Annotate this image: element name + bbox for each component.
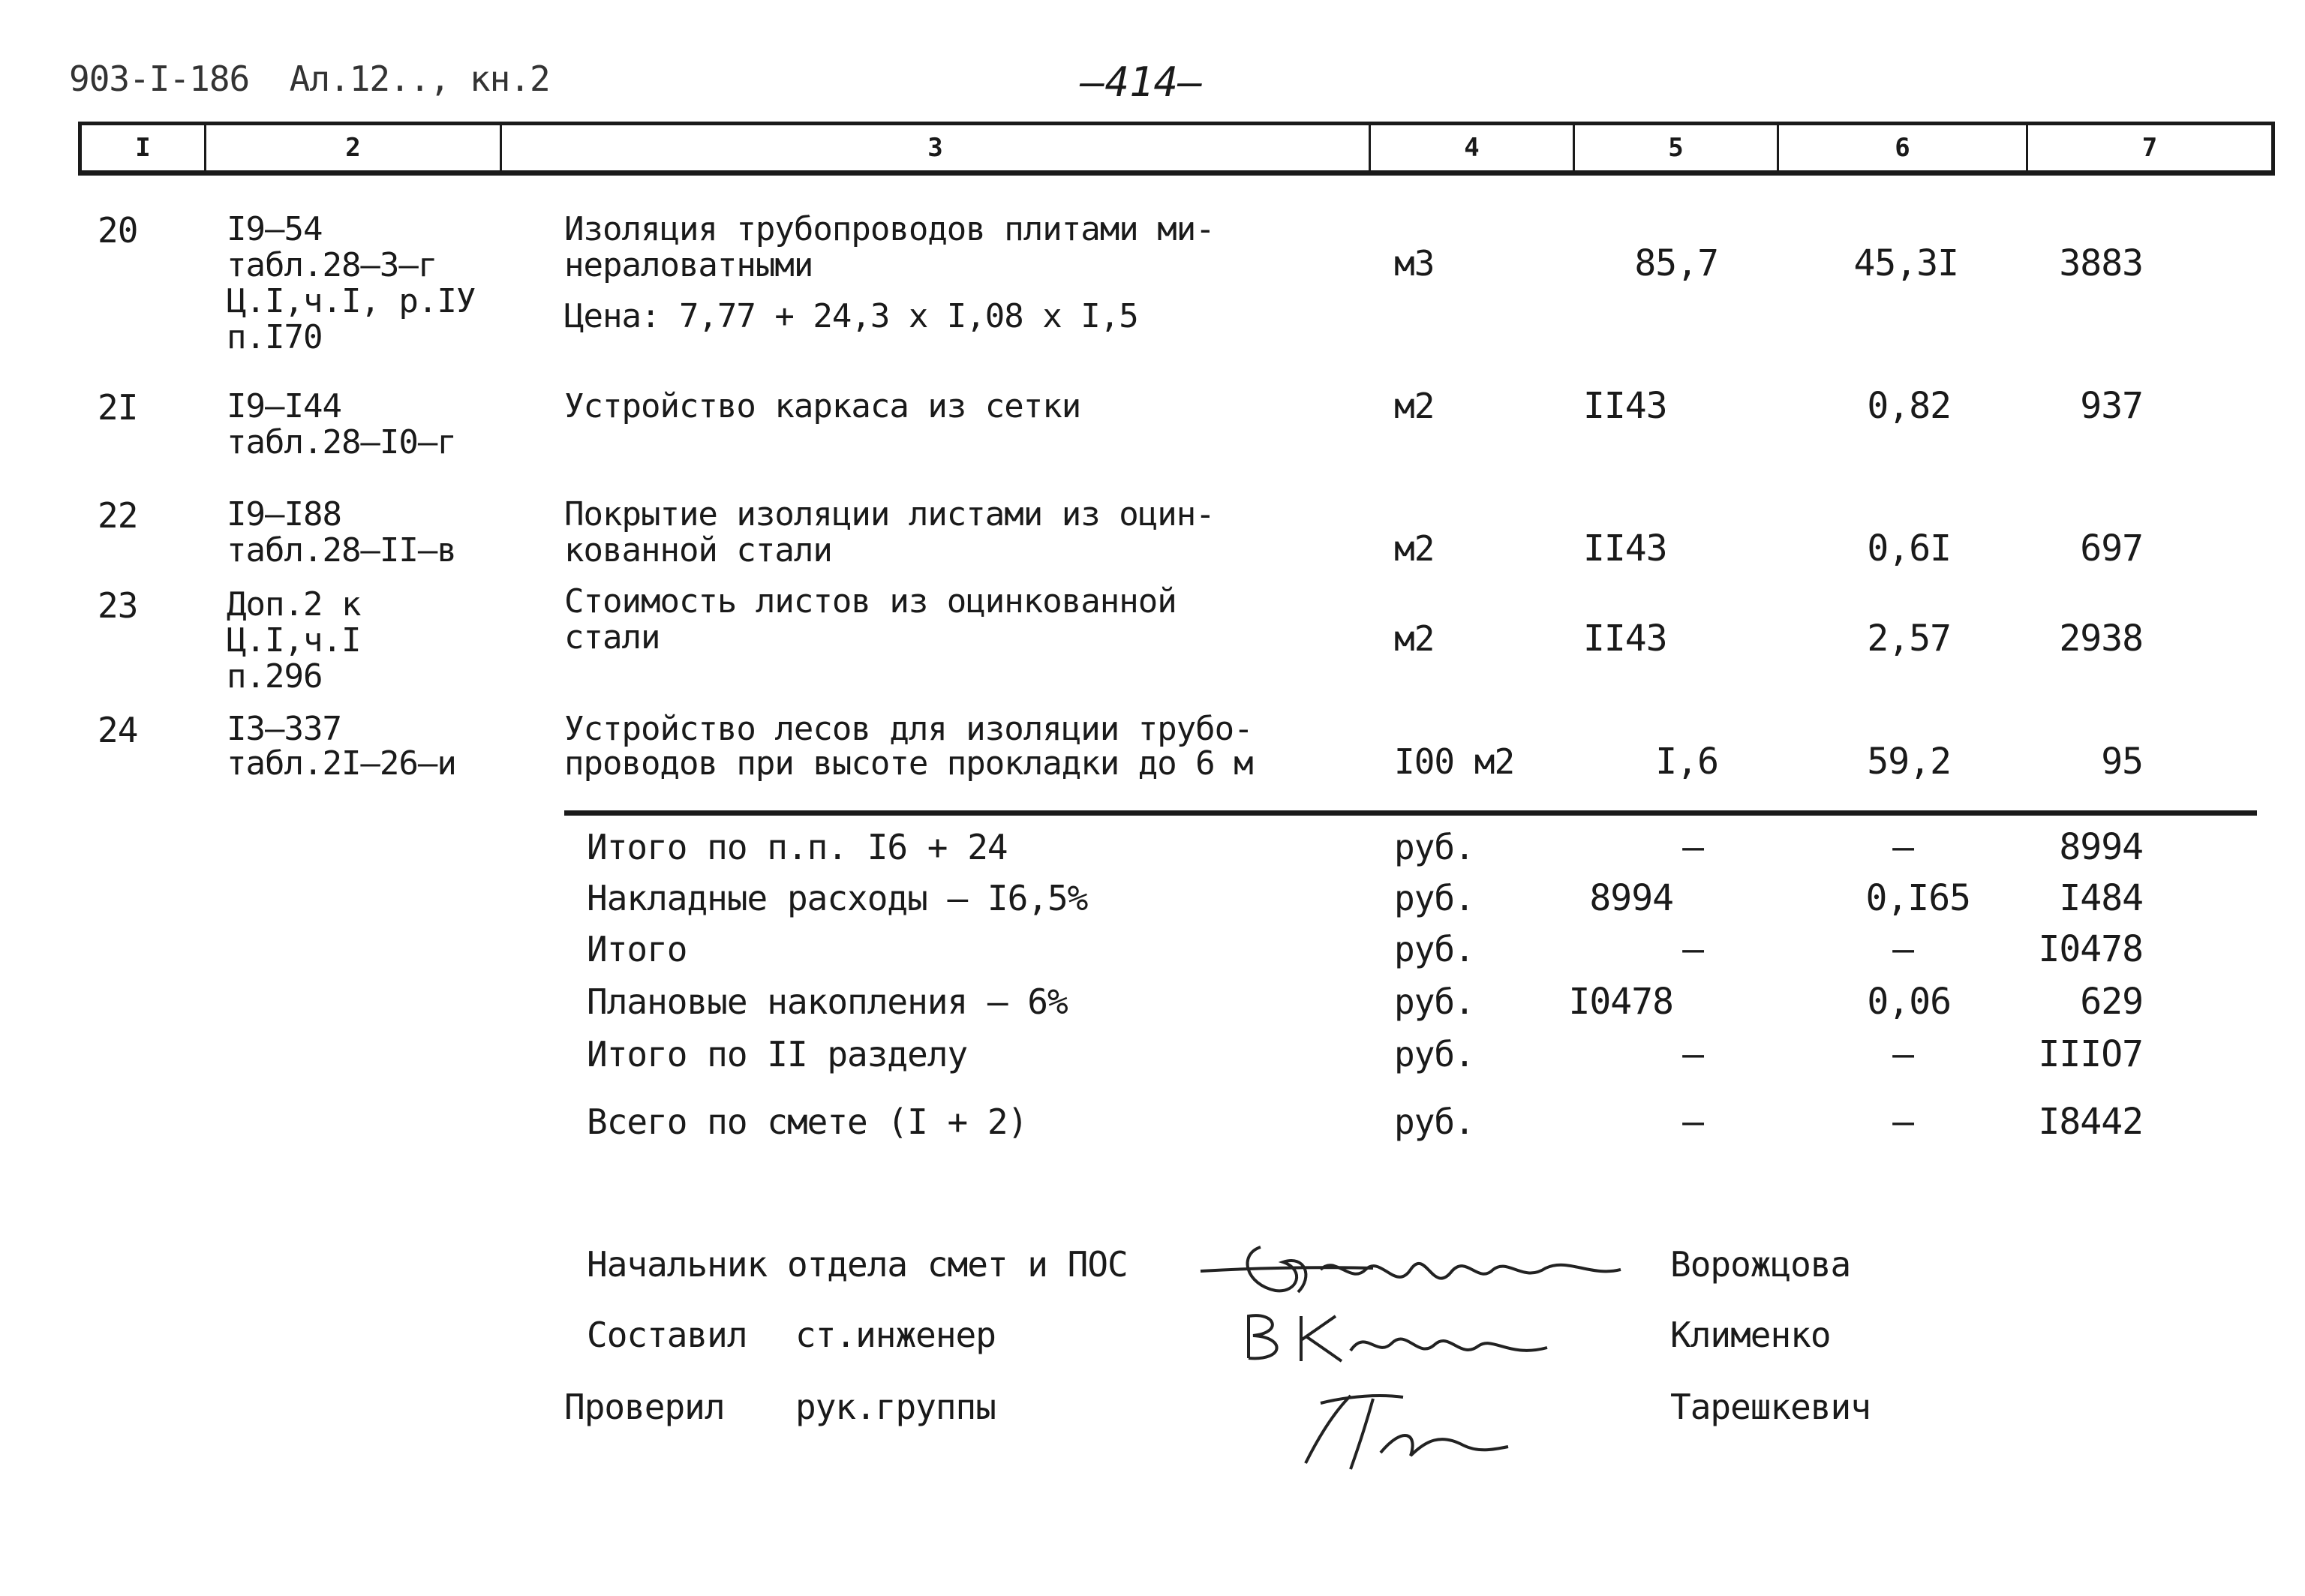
totals-total: 8994 [2059, 826, 2143, 868]
totals-label: Плановые накопления – 6% [587, 981, 1068, 1022]
unit-price: 0,82 [1867, 385, 1951, 427]
description-line: проводов при высоте прокладки до 6 м [564, 744, 1253, 783]
totals-qty: – [1682, 928, 1703, 970]
totals-unit: руб. [1394, 929, 1474, 969]
norm-code-line: табл.28–I0–г [227, 423, 456, 461]
unit: м3 [1394, 243, 1435, 284]
norm-code-line: табл.2I–26–и [227, 744, 456, 783]
signature-name: Тарешкевич [1670, 1387, 1871, 1427]
total: 95 [2101, 741, 2143, 783]
column-header-3: 3 [502, 125, 1371, 170]
signature-name: Клименко [1670, 1315, 1831, 1355]
norm-code-line: табл.28–II–в [227, 531, 456, 570]
unit-price: 45,3I [1853, 242, 1958, 284]
column-header-4: 4 [1371, 125, 1575, 170]
totals-unit: руб. [1394, 1034, 1474, 1075]
description-line: кованной стали [564, 531, 832, 570]
norm-code-line: Ц.I,ч.I [227, 621, 361, 660]
unit-price: 59,2 [1867, 741, 1951, 783]
quantity: 85,7 [1634, 242, 1718, 284]
description-line: нераловатными [564, 246, 813, 284]
row-number: 20 [98, 210, 138, 251]
column-header-2: 2 [206, 125, 502, 170]
handwritten-signature [1291, 1381, 1516, 1478]
totals-label: Накладные расходы – I6,5% [587, 878, 1088, 918]
norm-code-line: Ц.I,ч.I, р.IУ [227, 282, 476, 320]
quantity: II43 [1583, 618, 1667, 660]
totals-total: I484 [2059, 877, 2143, 919]
totals-unit: руб. [1394, 1102, 1474, 1142]
unit-price: 2,57 [1867, 618, 1951, 660]
norm-code-line: I9–I44 [227, 387, 341, 425]
signature-title: ст.инженер [795, 1315, 996, 1355]
totals-qty: 8994 [1589, 877, 1673, 919]
page-number: —414— [1080, 59, 1203, 106]
totals-price: – [1892, 928, 1913, 970]
totals-label: Итого по II разделу [587, 1034, 968, 1075]
totals-label: Итого по п.п. I6 + 24 [587, 827, 1008, 867]
norm-code-line: I9–54 [227, 210, 323, 248]
unit: м2 [1394, 528, 1435, 569]
row-number: 2I [98, 387, 138, 428]
column-header-5: 5 [1575, 125, 1779, 170]
column-header-7: 7 [2141, 133, 2158, 163]
total: 3883 [2059, 242, 2143, 284]
norm-code-line: I9–I88 [227, 495, 341, 534]
totals-price: – [1892, 826, 1913, 868]
totals-price: – [1892, 1033, 1913, 1075]
signature-title: рук.группы [795, 1387, 996, 1427]
total: 2938 [2059, 618, 2143, 660]
quantity: I,6 [1655, 741, 1718, 783]
quantity: II43 [1583, 385, 1667, 427]
totals-qty: I0478 [1568, 981, 1673, 1023]
norm-code-line: п.I70 [227, 318, 323, 356]
totals-price: – [1892, 1101, 1913, 1143]
description-line: Изоляция трубопроводов плитами ми- [564, 210, 1215, 248]
totals-qty: – [1682, 1033, 1703, 1075]
unit: м2 [1394, 618, 1435, 659]
description-line: Покрытие изоляции листами из оцин- [564, 495, 1215, 534]
row-number: 24 [98, 710, 138, 750]
unit-price: 0,6I [1867, 527, 1951, 570]
price-formula: Цена: 7,77 + 24,3 х I,08 х I,5 [564, 297, 1138, 335]
norm-code-line: п.296 [227, 657, 323, 696]
totals-price: 0,06 [1867, 981, 1951, 1023]
handwritten-signature [1193, 1225, 1628, 1307]
description-line: Устройство лесов для изоляции трубо- [564, 710, 1253, 748]
handwritten-signature [1238, 1306, 1553, 1373]
totals-total: IIIO7 [2038, 1033, 2143, 1075]
totals-unit: руб. [1394, 878, 1474, 918]
signature-role: Начальник отдела смет и ПОС [587, 1244, 1128, 1285]
totals-divider [564, 810, 2257, 816]
row-number: 23 [98, 585, 138, 626]
column-header-6: 6 [1779, 125, 2028, 170]
unit: I00 м2 [1394, 741, 1515, 782]
document-reference: 903-I-186 Ал.12.., кн.2 [69, 59, 550, 99]
unit: м2 [1394, 386, 1435, 426]
totals-label: Всего по смете (I + 2) [587, 1102, 1028, 1142]
totals-total: 629 [2080, 981, 2143, 1023]
totals-unit: руб. [1394, 981, 1474, 1022]
totals-price: 0,I65 [1865, 877, 1970, 919]
norm-code-line: I3–337 [227, 710, 341, 748]
row-number: 22 [98, 495, 138, 536]
totals-qty: – [1682, 1101, 1703, 1143]
column-header-1: I [82, 125, 206, 170]
totals-label: Итого [587, 929, 687, 969]
description-line: Устройство каркаса из сетки [564, 387, 1081, 425]
signature-role: Проверил [564, 1387, 725, 1427]
description-line: Стоимость листов из оцинкованной [564, 582, 1177, 621]
total: 697 [2080, 527, 2143, 570]
total: 937 [2080, 385, 2143, 427]
quantity: II43 [1583, 527, 1667, 570]
norm-code-line: табл.28–3–г [227, 246, 437, 284]
totals-total: I8442 [2038, 1101, 2143, 1143]
totals-total: I0478 [2038, 928, 2143, 970]
signature-role: Составил [587, 1315, 747, 1355]
column-header-bar [78, 122, 2275, 176]
signature-name: Ворожцова [1670, 1244, 1851, 1285]
totals-qty: – [1682, 826, 1703, 868]
description-line: стали [564, 618, 660, 657]
norm-code-line: Доп.2 к [227, 585, 361, 624]
totals-unit: руб. [1394, 827, 1474, 867]
